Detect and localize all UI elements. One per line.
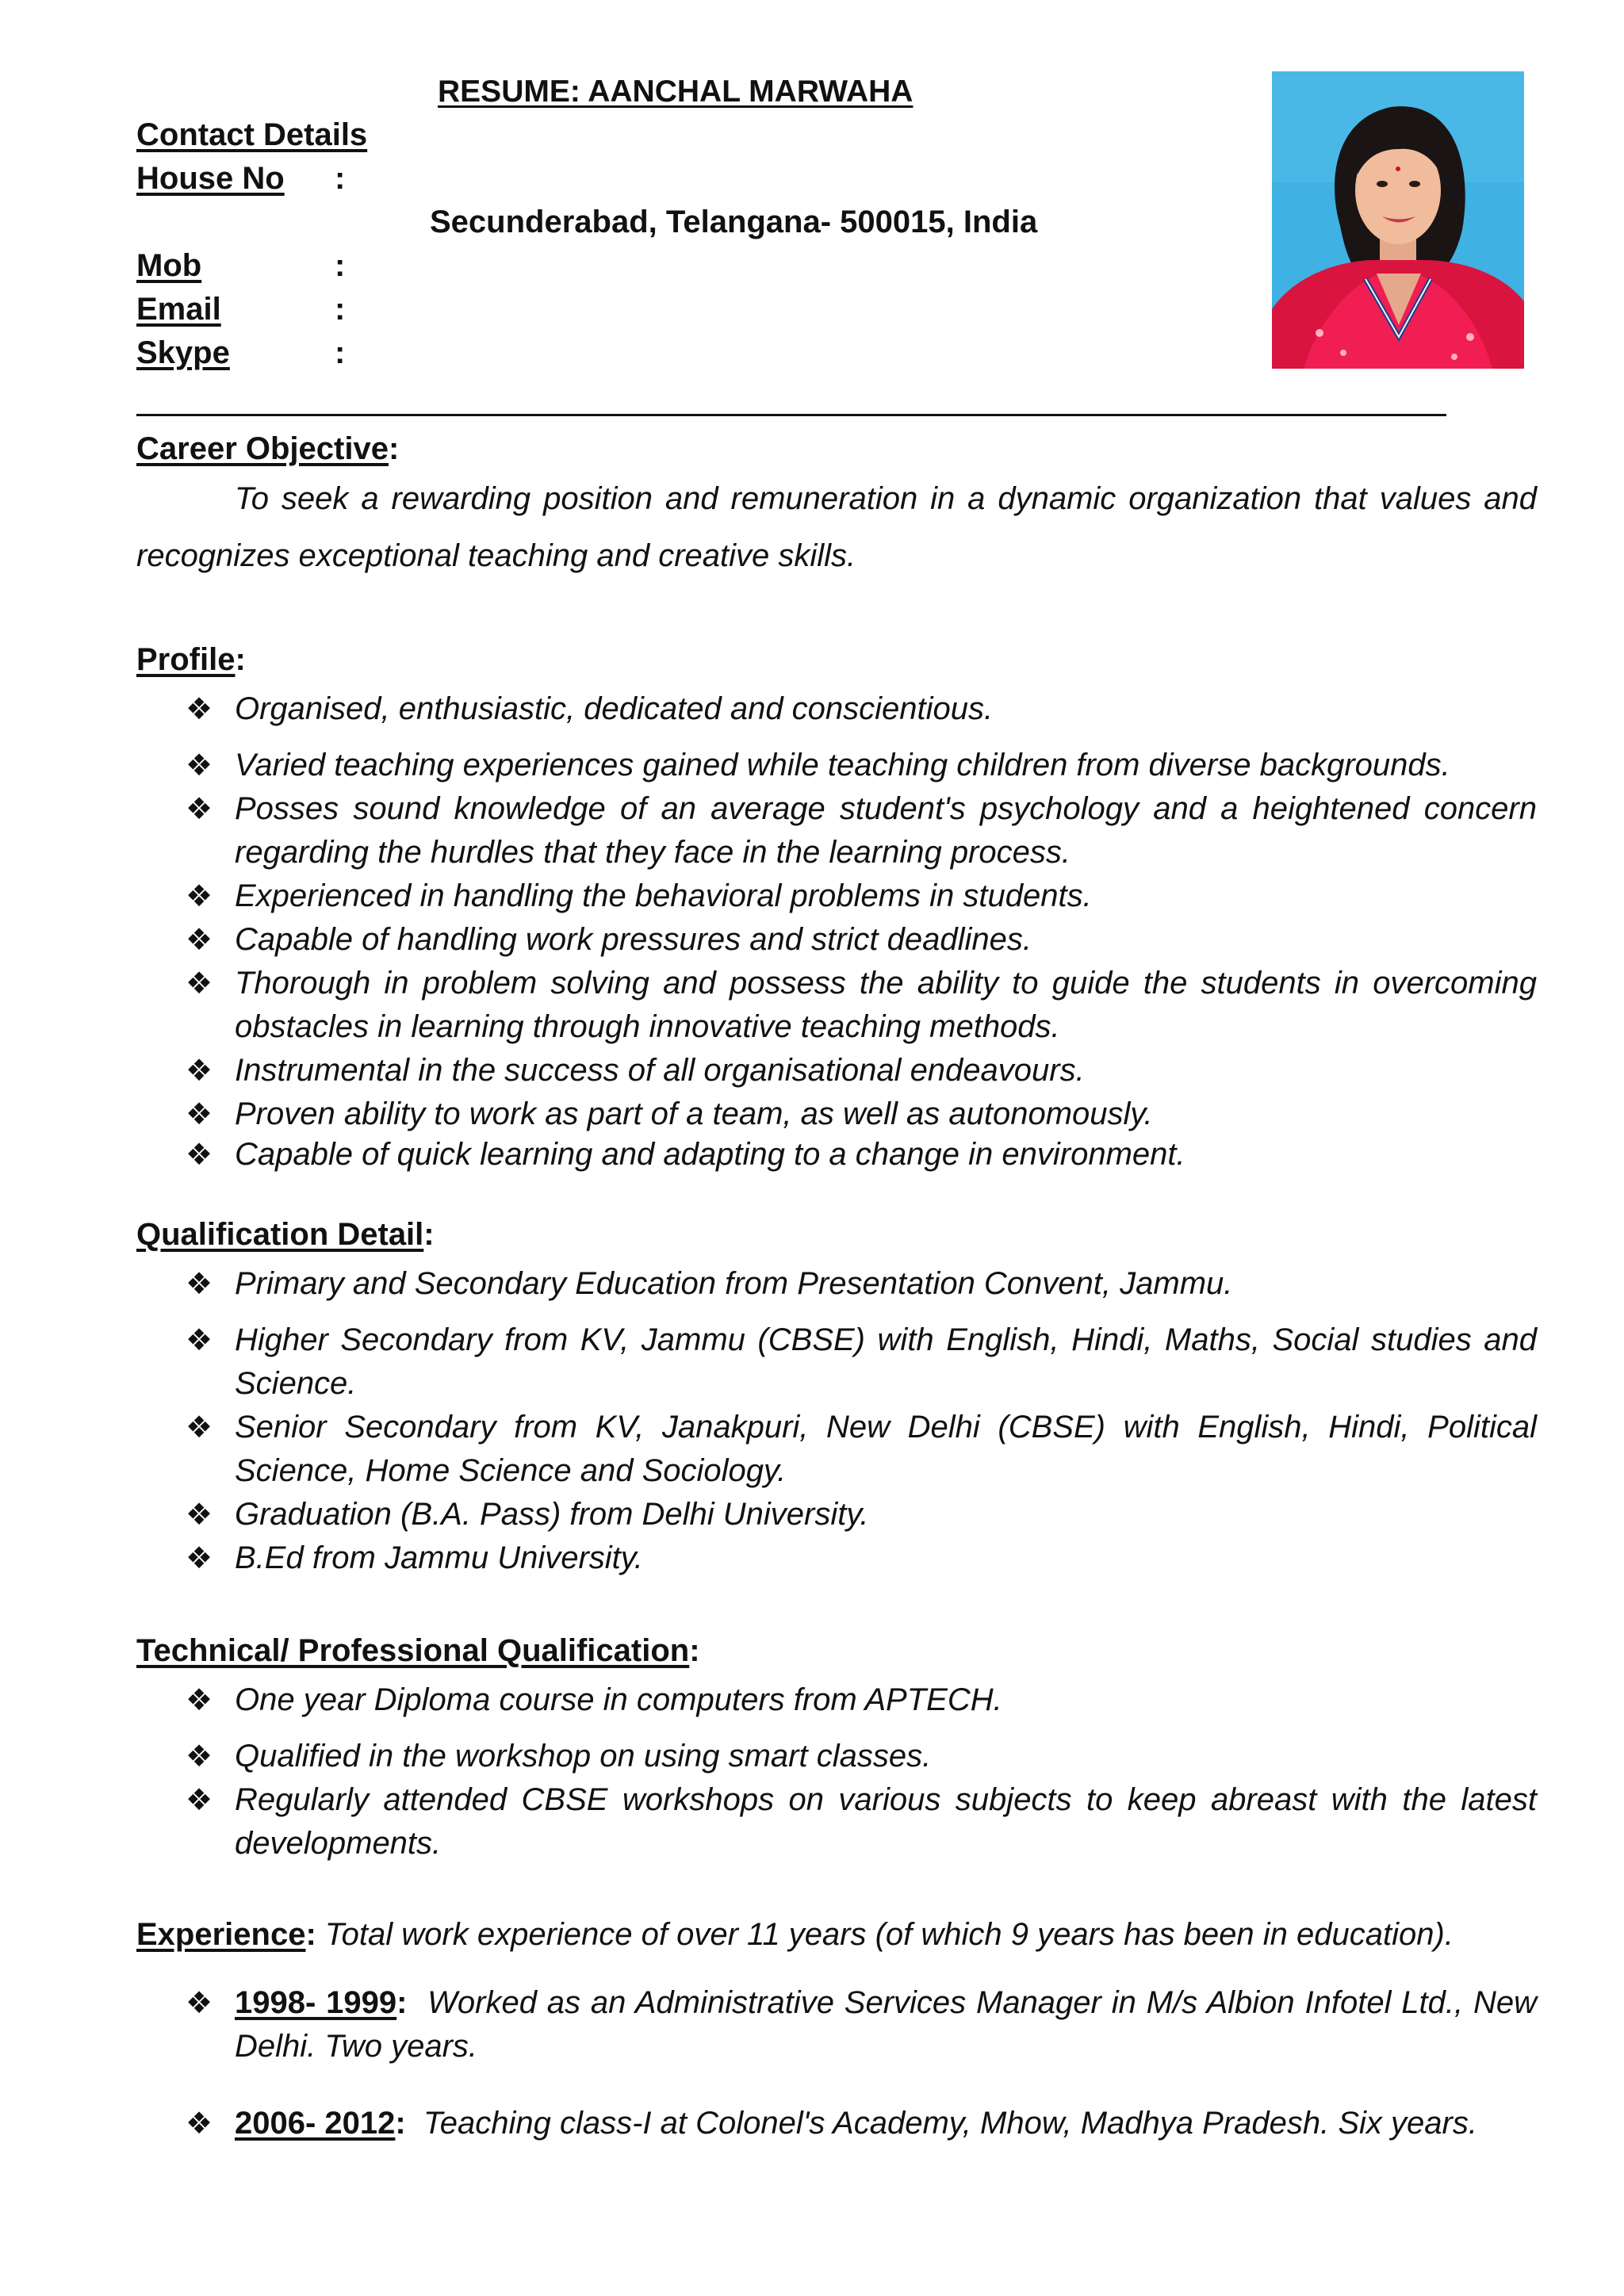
list-item: ❖ Experienced in handling the behavioral problems in students. xyxy=(136,874,1537,918)
technical-qualification-list xyxy=(136,1678,1537,1866)
skype-colon: : xyxy=(335,335,346,370)
experience-section xyxy=(136,1917,1537,2145)
bullet-diamond-icon: ❖ xyxy=(186,1410,213,1445)
list-item: ❖ Thorough in problem solving and possess the ability to guide the students in overcoming obstacles in learning through innovative teaching methods. xyxy=(136,962,1537,1049)
bullet-diamond-icon: ❖ xyxy=(186,791,213,826)
list-item: ❖ Proven ability to work as part of a team, as well as autonomously. xyxy=(136,1093,1537,1136)
profile-photo xyxy=(1272,71,1524,369)
profile-heading: Profile: xyxy=(136,642,246,677)
list-item: ❖ B.Ed from Jammu University. xyxy=(136,1536,1537,1580)
bullet-diamond-icon: ❖ xyxy=(186,691,213,726)
career-objective-section xyxy=(136,431,1537,584)
experience-summary: Experience: Total work experience of over 11 years (of which 9 years has been in education). xyxy=(136,1917,1454,1952)
bullet-diamond-icon: ❖ xyxy=(186,2106,213,2141)
address-line: Secunderabad, Telangana- 500015, India xyxy=(430,205,1038,239)
house-no-label: House No xyxy=(136,161,285,196)
list-item: ❖ Posses sound knowledge of an average student's psychology and a heightened concern regarding the hurdles that they face in the learning process. xyxy=(136,787,1537,874)
bullet-diamond-icon: ❖ xyxy=(186,1985,213,2020)
bullet-diamond-icon: ❖ xyxy=(186,1682,213,1717)
bullet-diamond-icon: ❖ xyxy=(186,748,213,783)
bullet-diamond-icon: ❖ xyxy=(186,878,213,913)
list-item: ❖ Graduation (B.A. Pass) from Delhi University. xyxy=(136,1493,1537,1536)
list-item: ❖ Higher Secondary from KV, Jammu (CBSE) with English, Hindi, Maths, Social studies and Science. xyxy=(136,1318,1537,1406)
mob-row xyxy=(136,248,358,284)
career-objective-text: To seek a rewarding position and remuneration in a dynamic organization that values and recognizes exceptional teaching and creative skills. xyxy=(136,481,1537,573)
bullet-diamond-icon: ❖ xyxy=(186,1096,213,1131)
skype-row xyxy=(136,335,358,371)
bullet-diamond-icon: ❖ xyxy=(186,1322,213,1357)
list-item: ❖ Organised, enthusiastic, dedicated and conscientious. xyxy=(136,687,1537,731)
email-colon: : xyxy=(335,292,346,327)
bullet-diamond-icon: ❖ xyxy=(186,1266,213,1301)
list-item: ❖ Capable of handling work pressures and strict deadlines. xyxy=(136,918,1537,962)
profile-section xyxy=(136,642,1537,1173)
resume-title: RESUME: AANCHAL MARWAHA xyxy=(438,75,914,109)
bullet-diamond-icon: ❖ xyxy=(186,922,213,957)
mob-colon: : xyxy=(335,248,346,283)
list-item: ❖ Instrumental in the success of all organisational endeavours. xyxy=(136,1049,1537,1093)
bullet-diamond-icon: ❖ xyxy=(186,1782,213,1817)
bullet-diamond-icon: ❖ xyxy=(186,1739,213,1774)
list-item: ❖ 2006- 2012: Teaching class-I at Colonel's Academy, Mhow, Madhya Pradesh. Six years. xyxy=(136,2102,1537,2145)
technical-qualification-heading: Technical/ Professional Qualification: xyxy=(136,1633,700,1668)
qualification-section xyxy=(136,1217,1537,1580)
header-divider xyxy=(136,414,1446,416)
bullet-diamond-icon: ❖ xyxy=(186,966,213,1001)
contact-details-heading: Contact Details xyxy=(136,117,368,152)
list-item: ❖ Senior Secondary from KV, Janakpuri, New Delhi (CBSE) with English, Hindi, Political Science, Home Science and Sociology. xyxy=(136,1406,1537,1493)
list-item: ❖ Varied teaching experiences gained while teaching children from diverse backgrounds. xyxy=(136,744,1537,787)
qualification-list xyxy=(136,1262,1537,1580)
list-item: ❖ Primary and Secondary Education from Presentation Convent, Jammu. xyxy=(136,1262,1537,1306)
list-item: ❖ One year Diploma course in computers from APTECH. xyxy=(136,1678,1537,1722)
qualification-heading: Qualification Detail: xyxy=(136,1217,435,1252)
list-item: ❖ Qualified in the workshop on using smart classes. xyxy=(136,1735,1537,1778)
email-label: Email xyxy=(136,292,221,327)
list-item: ❖ 1998- 1999: Worked as an Administrative Services Manager in M/s Albion Infotel Ltd., New Delhi. Two years. xyxy=(136,1981,1537,2068)
experience-list xyxy=(136,1981,1537,2145)
profile-list xyxy=(136,687,1537,1173)
bullet-diamond-icon: ❖ xyxy=(186,1540,213,1575)
technical-qualification-section xyxy=(136,1633,1537,1866)
bullet-diamond-icon: ❖ xyxy=(186,1497,213,1532)
mob-label: Mob xyxy=(136,248,202,283)
list-item: ❖ Capable of quick learning and adapting to a change in environment. xyxy=(186,1137,1185,1172)
house-no-row xyxy=(136,161,358,197)
skype-label: Skype xyxy=(136,335,230,370)
career-objective-heading: Career Objective: xyxy=(136,431,400,466)
house-no-colon: : xyxy=(335,161,346,196)
bullet-diamond-icon: ❖ xyxy=(186,1053,213,1088)
email-row xyxy=(136,292,358,327)
list-item: ❖ Regularly attended CBSE workshops on various subjects to keep abreast with the latest developments. xyxy=(136,1778,1537,1866)
bullet-diamond-icon: ❖ xyxy=(186,1137,213,1172)
